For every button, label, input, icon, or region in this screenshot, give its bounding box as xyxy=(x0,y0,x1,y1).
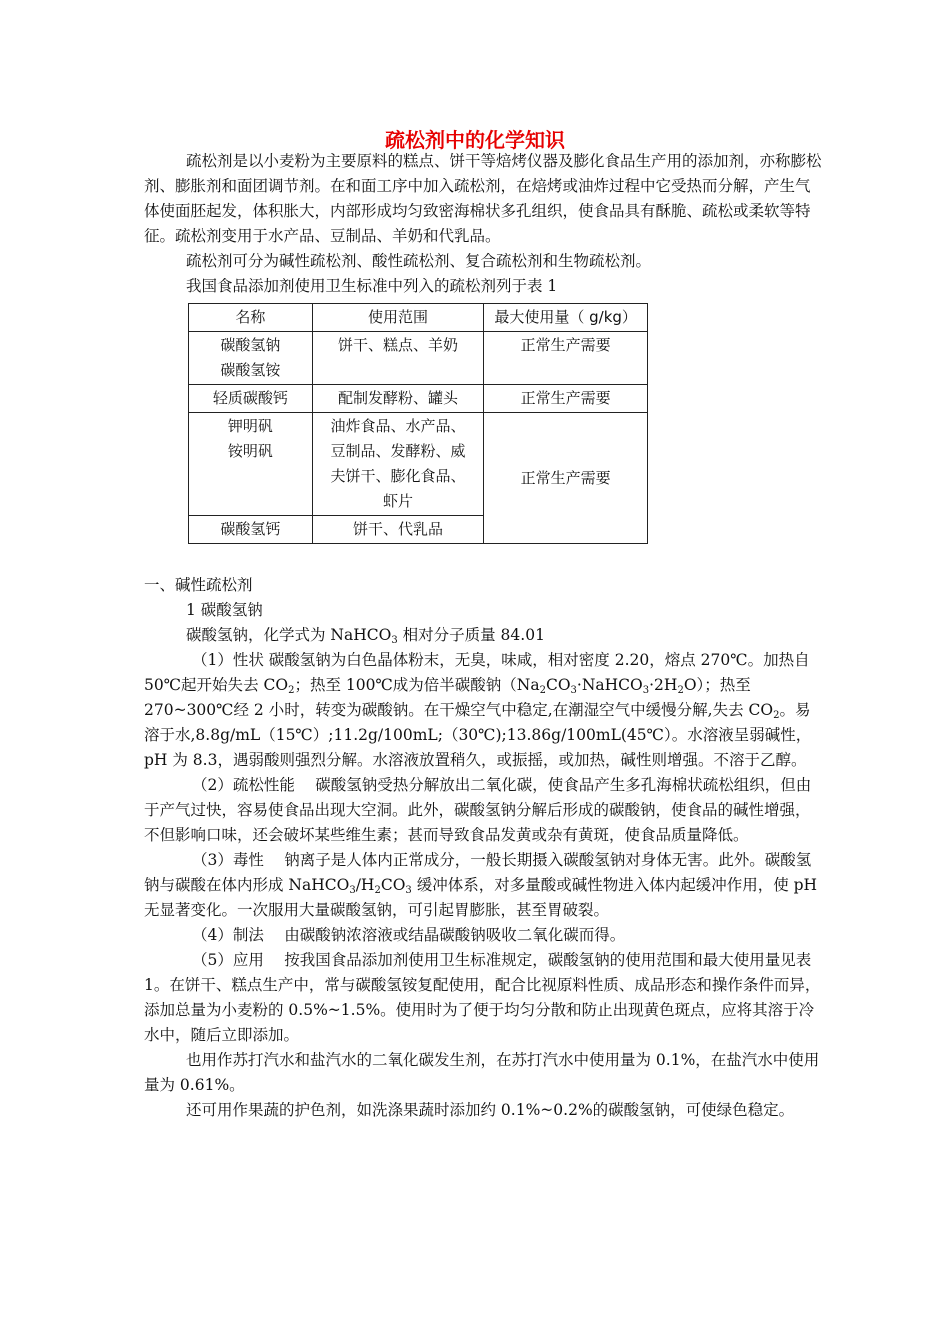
subscript: 3 xyxy=(405,885,412,896)
subscript: 3 xyxy=(570,685,577,696)
toxicity-paragraph xyxy=(144,848,824,923)
formula-text: 碳酸氢钠，化学式为 NaHCO xyxy=(186,626,392,644)
subscript: 3 xyxy=(391,635,398,646)
text-run: /H xyxy=(355,876,375,894)
formula-paragraph xyxy=(144,623,824,648)
text-run: CO xyxy=(380,876,406,894)
text-run: 。易溶于水,8.8g/mL（15℃）;11.2g/100mL;（30℃);13.86g/100mL(45℃）。水溶液呈弱碱性，pH 为 8.3，遇弱酸则强烈分解。水溶液放置稍久，或振摇，或加热，碱性则增强。不溶于乙醇。 xyxy=(144,701,812,769)
alkaline-section xyxy=(144,573,824,1123)
text-run: ；热至 100℃成为倍半碳酸钠（Na xyxy=(294,676,540,694)
table-cell-scope: 配制发酵粉、罐头 xyxy=(312,385,484,413)
subscript: 2 xyxy=(773,710,780,721)
table-cell-name: 碳酸氢钙 xyxy=(189,516,313,544)
leavening-agent-table xyxy=(188,303,648,544)
table-cell-name: 钾明矾 铵明矾 xyxy=(189,413,313,516)
table-cell-max: 正常生产需要 xyxy=(484,413,648,544)
text-run: O）；热至 270~300℃经 2 小时，转变为碳酸钠。在干燥空气中稳定,在潮湿空气中缓慢分解,失去 CO xyxy=(144,676,774,719)
text-run: 缓冲体系，对多量酸或碱性物进入体内起缓冲作用，使 pH 无显著变化。一次服用大量碳酸氢钠，可引起胃膨胀，甚至胃破裂。 xyxy=(144,876,818,919)
table-row xyxy=(189,413,648,516)
table-header-scope: 使用范围 xyxy=(312,304,484,332)
property-paragraph xyxy=(144,648,824,773)
table-row xyxy=(189,332,648,385)
intro-paragraph-3: 我国食品添加剂使用卫生标准中列入的疏松剂列于表 1 xyxy=(186,277,558,295)
table-cell-max: 正常生产需要 xyxy=(484,385,648,413)
table-cell-name: 轻质碳酸钙 xyxy=(189,385,313,413)
table-row xyxy=(189,385,648,413)
document-title: 疏松剂中的化学知识 xyxy=(385,128,565,152)
table-cell-scope: 油炸食品、水产品、 豆制品、发酵粉、威 夫饼干、膨化食品、 虾片 xyxy=(312,413,484,516)
text-run: （3）毒性 钠离子是人体内正常成分，一般长期摄入碳酸氢钠对身体无害。此外。碳酸氢钠与碳酸在体内形成 NaHCO xyxy=(144,851,812,894)
section-heading: 一、碱性疏松剂 xyxy=(144,576,253,594)
subscript: 2 xyxy=(288,685,295,696)
table-header-name: 名称 xyxy=(189,304,313,332)
table-header-row xyxy=(189,304,648,332)
leavening-paragraph: （2）疏松性能 碳酸氢钠受热分解放出二氧化碳，使食品产生多孔海棉状疏松组织，但由于产气过快，容易使食品出现大空洞。此外，碳酸氢钠分解后形成的碳酸钠，使食品的碱性增强，不但影响口味，还会破坏某些维生素；甚而导致食品发黄或杂有黄斑，使食品质量降低。 xyxy=(144,776,812,844)
table-cell-scope: 饼干、代乳品 xyxy=(312,516,484,544)
application-paragraph: （5）应用 按我国食品添加剂使用卫生标准规定，碳酸氢钠的使用范围和最大使用量见表 1。在饼干、糕点生产中，常与碳酸氢铵复配使用，配合比视原料性质、成品形态和操作条件而异，添加总量为小麦粉的 0.5%~1.5%。使用时为了便于均匀分散和防止出现黄色斑点，应将其溶于冷水中，随后立即添加。 xyxy=(144,951,821,1044)
preparation-paragraph: （4）制法 由碳酸钠浓溶液或结晶碳酸钠吸收二氧化碳而得。 xyxy=(192,926,626,944)
intro-section xyxy=(144,149,824,299)
table-cell-name: 碳酸氢钠 碳酸氢铵 xyxy=(189,332,313,385)
subsection-heading: 1 碳酸氢钠 xyxy=(186,601,263,619)
formula-text: 相对分子质量 84.01 xyxy=(397,626,545,644)
subscript: 3 xyxy=(642,685,650,696)
table-cell-scope: 饼干、糕点、羊奶 xyxy=(312,332,484,385)
color-protect-paragraph: 还可用作果蔬的护色剂，如洗涤果蔬时添加约 0.1%~0.2%的碳酸氢钠，可使绿色稳定。 xyxy=(186,1101,795,1119)
subscript: 2 xyxy=(677,685,684,696)
intro-paragraph-1: 疏松剂是以小麦粉为主要原料的糕点、饼干等焙烤仪器及膨化食品生产用的添加剂，亦称膨松剂、膨胀剂和面团调节剂。在和面工序中加入疏松剂，在焙烤或油炸过程中它受热而分解，产生气体使面胚起发，体积胀大，内部形成均匀致密海棉状多孔组织，使食品具有酥脆、疏松或柔软等特征。疏松剂变用于水产品、豆制品、羊奶和代乳品。 xyxy=(144,152,822,245)
table-cell-max: 正常生产需要 xyxy=(484,332,648,385)
subscript: 2 xyxy=(539,685,546,696)
text-run: （1）性状 碳酸氢钠为白色晶体粉末，无臭，味咸，相对密度 2.20，熔点 270℃。加热自 50℃起开始失去 CO xyxy=(144,651,810,694)
text-run: ·NaHCO xyxy=(576,676,643,694)
text-run: CO xyxy=(545,676,571,694)
intro-paragraph-2: 疏松剂可分为碱性疏松剂、酸性疏松剂、复合疏松剂和生物疏松剂。 xyxy=(186,252,652,270)
subscript: 2 xyxy=(374,885,381,896)
subscript: 3 xyxy=(349,885,356,896)
text-run: ·2H xyxy=(649,676,678,694)
soda-paragraph: 也用作苏打汽水和盐汽水的二氧化碳发生剂，在苏打汽水中使用量为 0.1%，在盐汽水中使用量为 0.61%。 xyxy=(144,1051,820,1094)
table-header-max: 最大使用量（ g/kg） xyxy=(484,304,648,332)
